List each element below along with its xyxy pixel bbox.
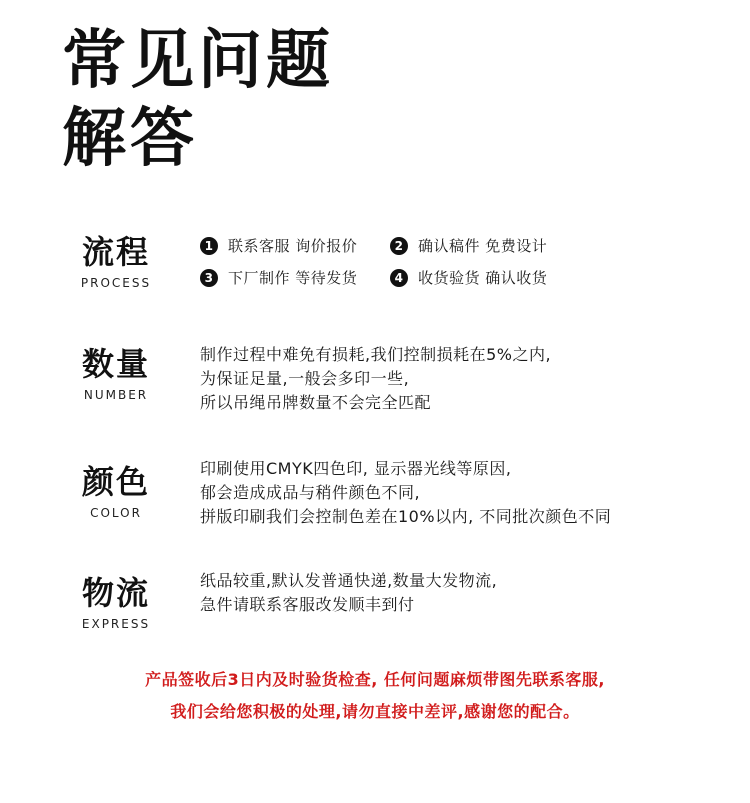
page-title-line1: 常见问题 (62, 24, 334, 98)
step-number-badge: 2 (390, 237, 408, 255)
section-process-subtitle: PROCESS (80, 276, 152, 290)
section-express-subtitle: EXPRESS (81, 617, 151, 631)
page-title-line2: 解答 (62, 102, 198, 176)
section-color-heading (76, 462, 156, 520)
page-title (62, 22, 334, 178)
express-line: 急件请联系客服改发顺丰到付 (200, 595, 415, 614)
step-number-badge: 3 (200, 269, 218, 287)
number-line: 所以吊绳吊牌数量不会完全匹配 (200, 393, 432, 412)
step-label: 联系客服 询价报价 (228, 237, 358, 255)
step-label: 收货验货 确认收货 (418, 269, 548, 287)
number-text (200, 343, 551, 415)
notice-line: 我们会给您积极的处理,请勿直接中差评,感谢您的配合。 (170, 702, 580, 721)
section-number-heading (76, 344, 156, 402)
color-line: 郁会造成成品与稍件颜色不同, (200, 483, 421, 502)
color-text (200, 457, 611, 529)
process-step (200, 234, 390, 258)
step-label: 确认稿件 免费设计 (418, 237, 548, 255)
section-number-title: 数量 (81, 345, 150, 383)
section-process-heading (76, 232, 156, 290)
number-line: 制作过程中难免有损耗,我们控制损耗在5%之内, (200, 345, 552, 364)
step-number-badge: 1 (200, 237, 218, 255)
color-line: 拼版印刷我们会控制色差在10%以内, 不同批次颜色不同 (200, 507, 612, 526)
express-text (200, 569, 497, 617)
number-line: 为保证足量,一般会多印一些, (200, 369, 410, 388)
after-sales-notice (0, 664, 750, 728)
process-step (390, 266, 580, 290)
process-step (200, 266, 390, 290)
step-number-badge: 4 (390, 269, 408, 287)
section-express-title: 物流 (81, 574, 150, 612)
section-color-subtitle: COLOR (90, 506, 142, 520)
section-color-title: 颜色 (81, 463, 150, 501)
notice-line: 产品签收后3日内及时验货检查, 任何问题麻烦带图先联系客服, (145, 670, 605, 689)
section-number-subtitle: NUMBER (83, 388, 149, 402)
section-process-title: 流程 (81, 233, 150, 271)
express-line: 纸品较重,默认发普通快递,数量大发物流, (200, 571, 498, 590)
process-step-row (200, 230, 580, 262)
color-line: 印刷使用CMYK四色印, 显示器光线等原因, (200, 459, 512, 478)
process-step-row (200, 262, 580, 294)
step-label: 下厂制作 等待发货 (228, 269, 358, 287)
process-step (390, 234, 580, 258)
process-steps (200, 230, 580, 294)
section-express-heading (76, 573, 156, 631)
